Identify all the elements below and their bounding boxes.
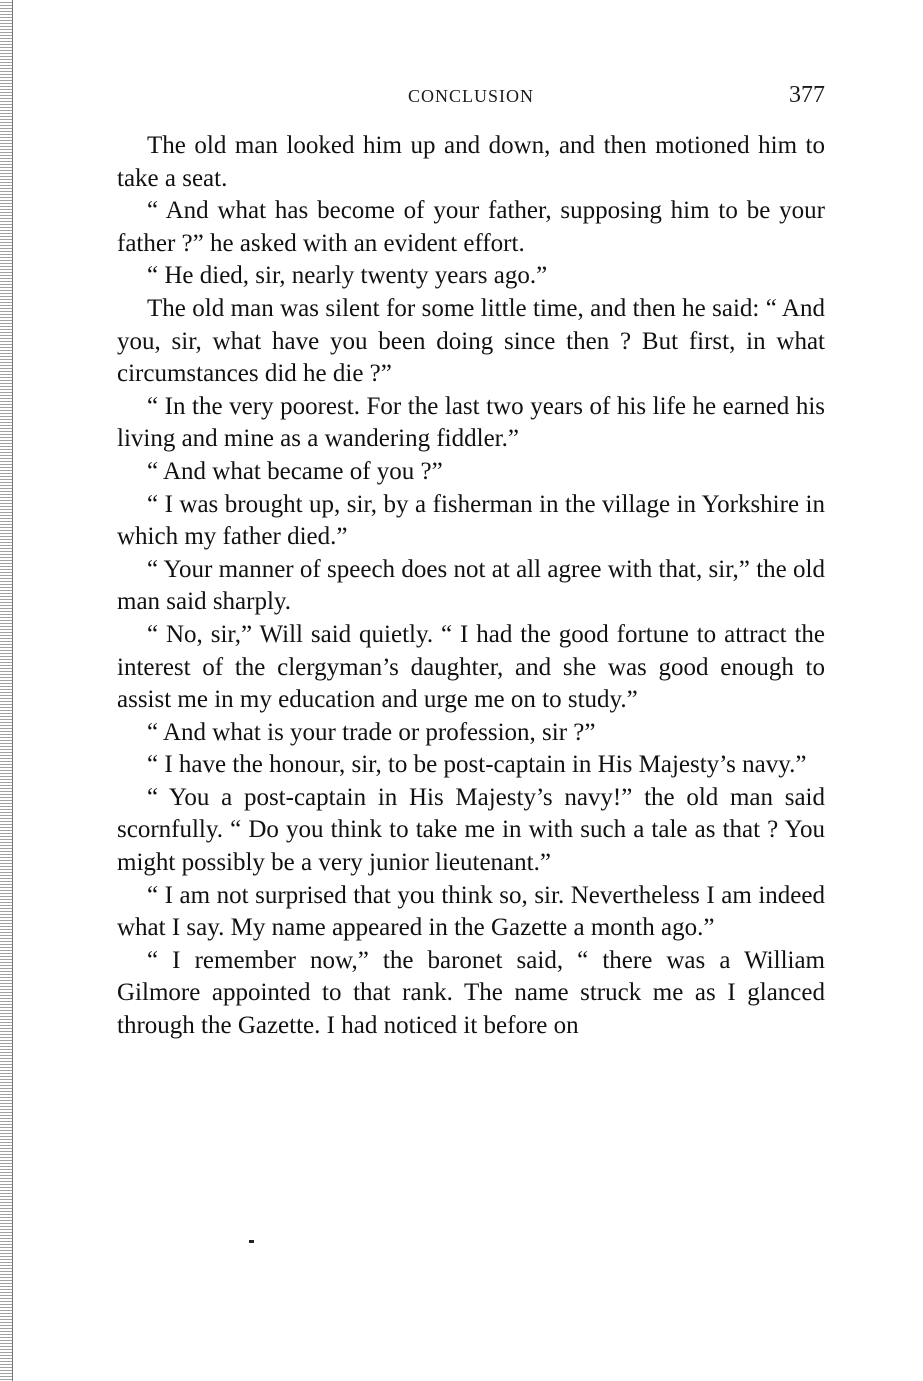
book-page (117, 80, 825, 1043)
paragraph: “ And what is your trade or profession, sir ?” (147, 718, 596, 746)
paragraph: “ I have the honour, sir, to be post-captain in His Majesty’s navy.” (147, 751, 807, 779)
chapter-title: CONCLUSION (407, 86, 534, 106)
page-number: 377 (789, 82, 825, 108)
paragraph: “ I was brought up, sir, by a fisherman in the village in Yorkshire in which my father died.” (117, 490, 825, 551)
paragraph: “ I remember now,” the baronet said, “ there was a William Gilmore appointed to that rank. The name struck me as I glanced through the Gazette. I had noticed it before on (117, 946, 825, 1040)
paragraph: “ You a post-captain in His Majesty’s navy!” the old man said scornfully. “ Do you think to take me in with such a tale as that ? You might possibly be a very junior lieutenant.” (117, 783, 825, 877)
paragraph: “ No, sir,” Will said quietly. “ I had the good fortune to attract the interest of the clergyman’s daughter, and she was good enough to assist me in my education and urge me on to study.” (117, 620, 825, 714)
paragraph: “ And what became of you ?” (147, 457, 443, 485)
paragraph: “ He died, sir, nearly twenty years ago.” (147, 262, 548, 290)
ink-speck (249, 1240, 254, 1243)
page-binding-edge (0, 0, 13, 1381)
paragraph: “ In the very poorest. For the last two years of his life he earned his living and mine as a wandering fiddler.” (117, 392, 825, 453)
paragraph: “ I am not surprised that you think so, sir. Nevertheless I am indeed what I say. My name appeared in the Gazette a month ago.” (117, 881, 825, 942)
paragraph: The old man was silent for some little time, and then he said: “ And you, sir, what have you been doing since then ? But first, in what circumstances did he die ?” (117, 294, 825, 388)
paragraph: “ And what has become of your father, supposing him to be your father ?” he asked with an evident effort. (117, 197, 825, 257)
paragraph: “ Your manner of speech does not at all agree with that, sir,” the old man said sharply. (117, 555, 825, 616)
paragraph: The old man looked him up and down, and then motioned him to take a seat. (117, 132, 825, 192)
body-text (117, 130, 825, 1043)
running-head (117, 80, 825, 116)
